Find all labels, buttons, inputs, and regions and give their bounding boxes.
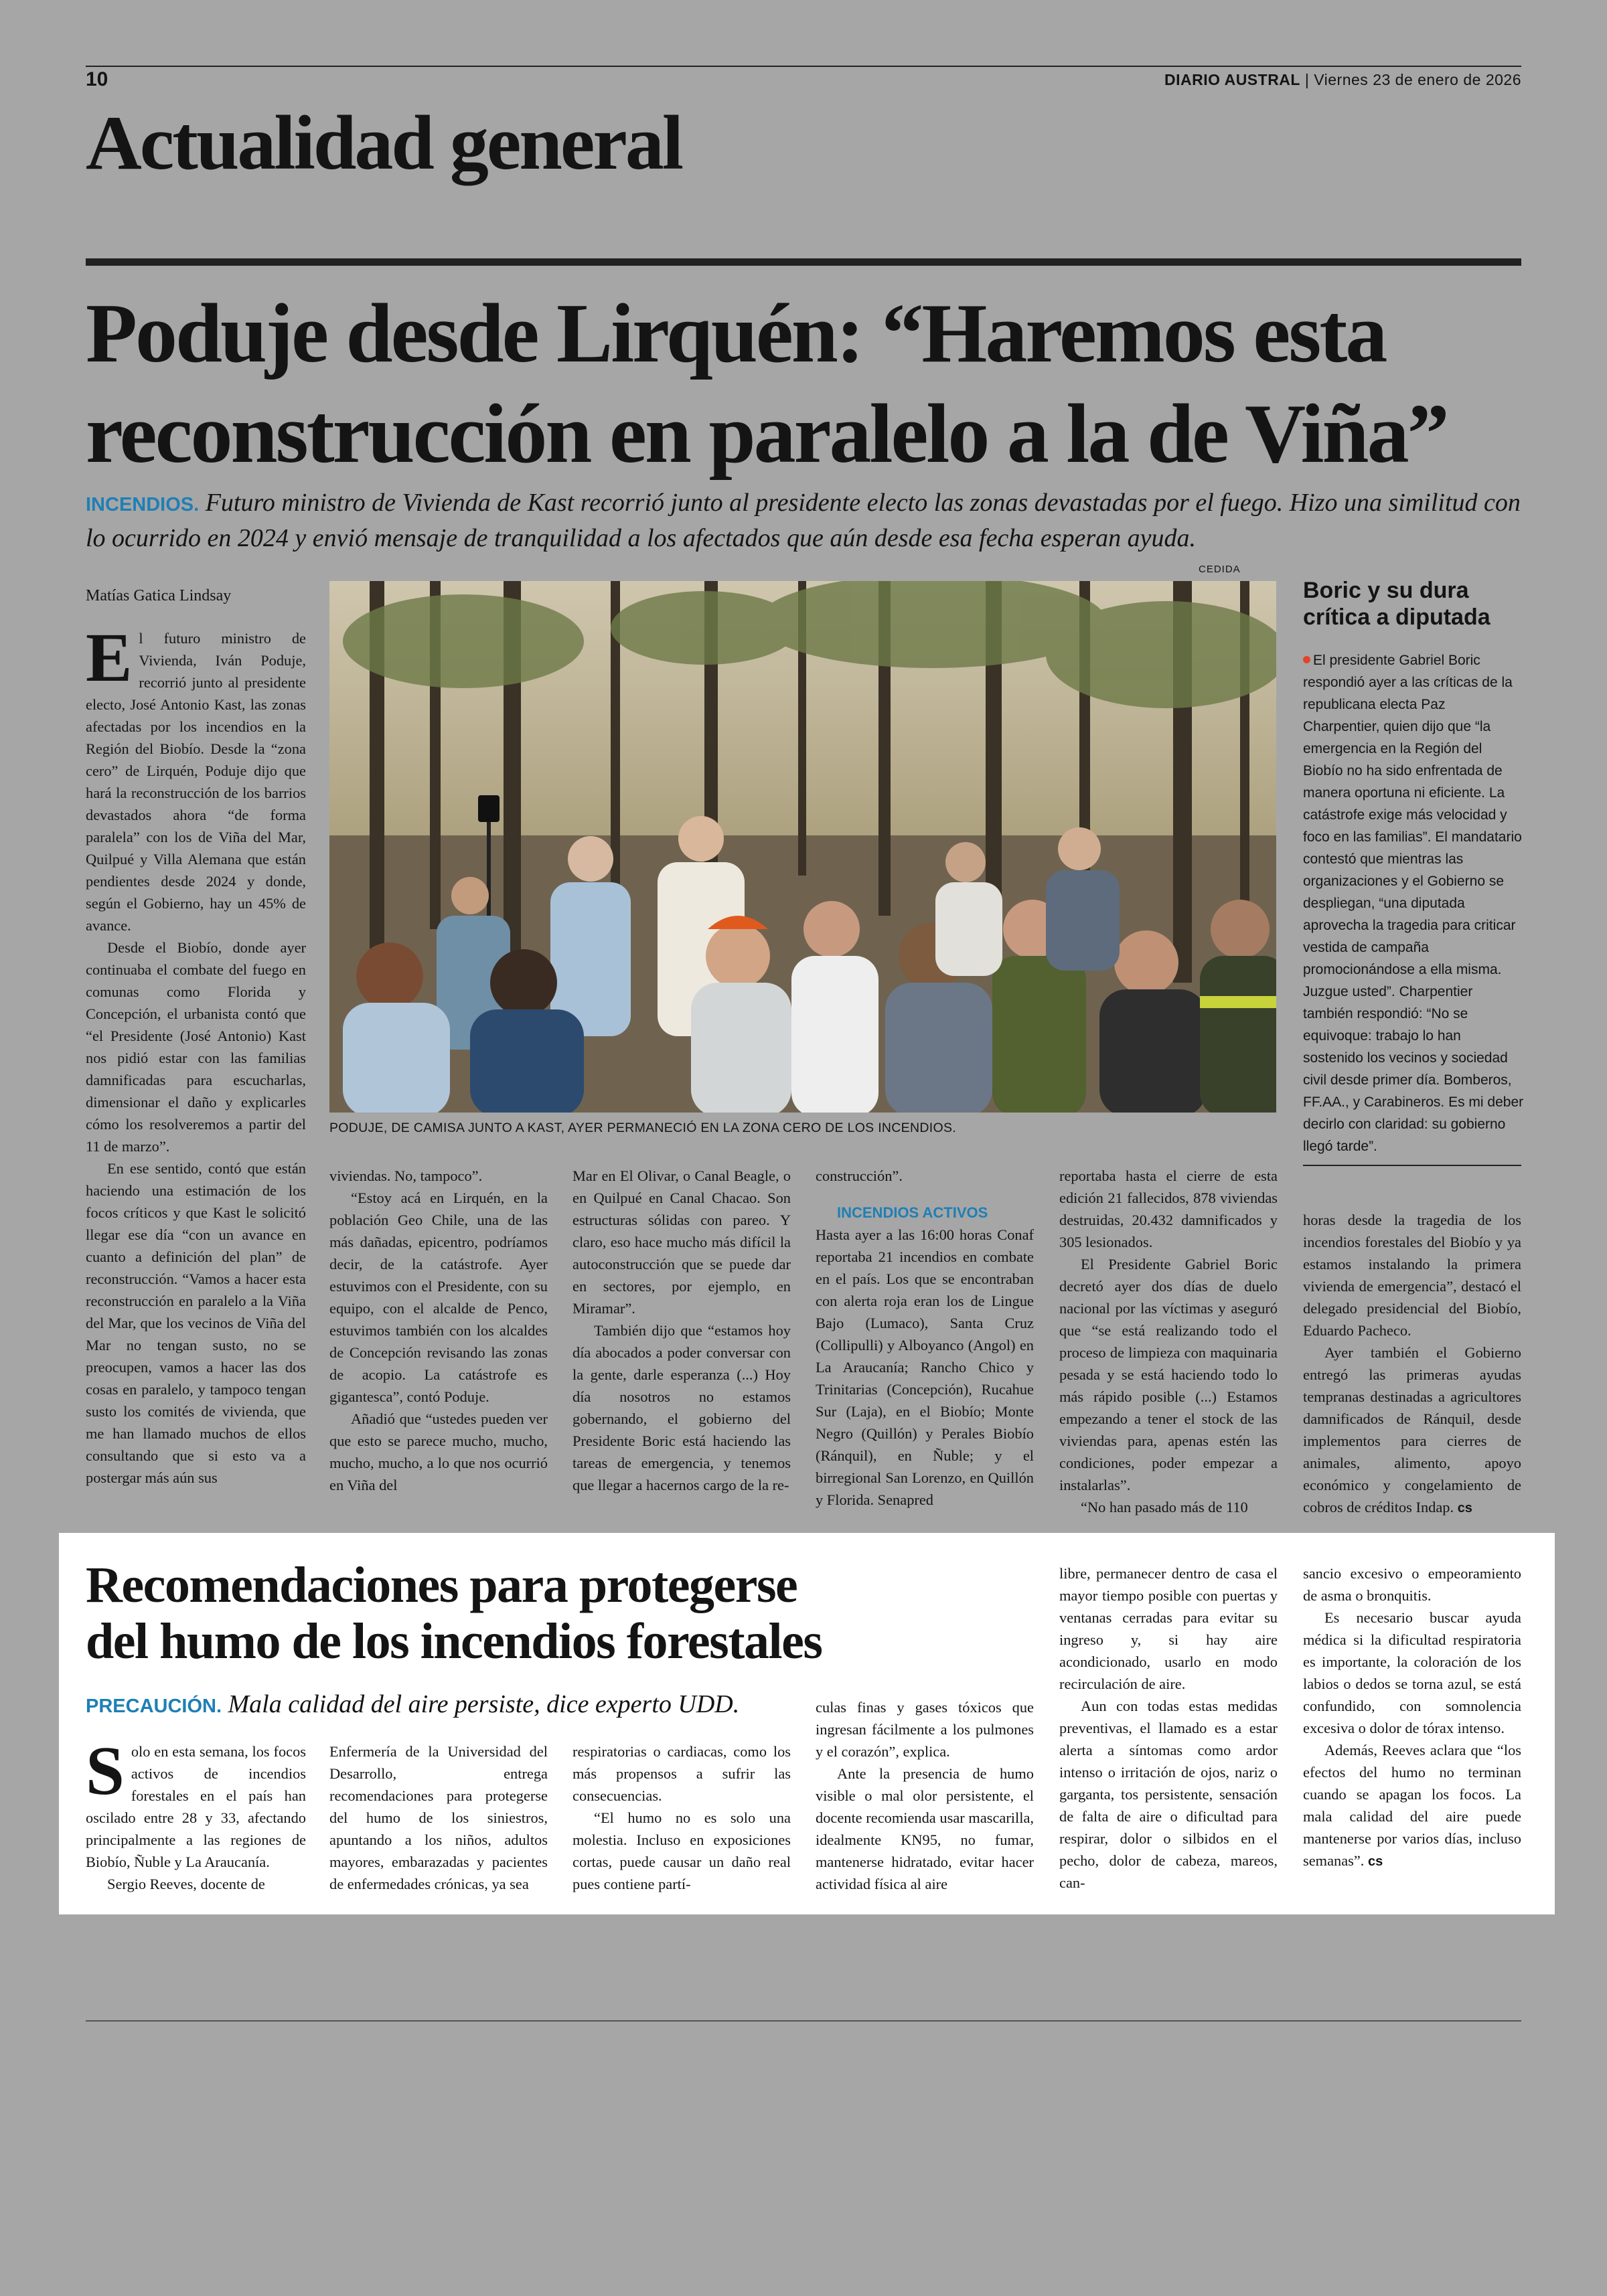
header-rule xyxy=(86,66,1521,67)
main-col4-para2: Hasta ayer a las 16:00 horas Conaf reportaba 21 incendios en combate en el país. Los que se encontraban con alerta roja eran los de Lingue Bajo (Lumaco), Santa Cruz (Collipulli) y Alboyanco (Angol) en La Araucanía; Rancho Chico y Trinitarias (Concepción), Rucahue Sur (Laja), en el Biobío; Monte Negro (Quillón) y Perales Biobío (Ránquil), en Ñuble; y el birregional San Lorenzo, en Quillón y Florida. Senapred xyxy=(816,1226,1034,1508)
main-col1-para3: En ese sentido, contó que están haciendo una estimación de los focos críticos y que Kast le solicitó llegar ese día “con un avance en cuanto a definición del plan” de reconstrucción. “Vamos a hacer esta reconstrucción en paralelo a la Viña del Mar, que los vecinos de Viña del Mar no tengan susto, no se preocupen, vamos a hacer las dos cosas en paralelo, y tampoco tengan susto los comités de vivienda, que me han llamado muchos de ellos consultando que si esto va a postergar más aún sus xyxy=(86,1160,306,1486)
sidebar-bottom-rule xyxy=(1303,1165,1521,1166)
box-kicker: PRECAUCIÓN. xyxy=(86,1696,222,1717)
main-col3-para2: También dijo que “estamos hoy día abocados a poder conversar con la gente, darle esperanza (...) Hoy día nosotros no estamos gobernando, el gobierno del Presidente Boric está haciendo las tareas de emergencia, y tenemos que llegar a hacernos cargo de la re- xyxy=(572,1322,791,1493)
bullet-dot-icon xyxy=(1303,656,1310,663)
box-dropcap: S xyxy=(86,1732,125,1809)
box-col3-para1: respiratorias o cardiacas, como los más propensos a sufrir las consecuencias. xyxy=(572,1743,791,1804)
newspaper-name: DIARIO AUSTRAL xyxy=(1164,71,1300,88)
main-col1-para1: El futuro ministro de Vivienda, Iván Poduje, recorrió junto al presidente electo, José Antonio Kast, las zonas afectadas por los incendios en la Región del Biobío. Desde la “zona cero” de Lirquén, Poduje dijo que hará la reconstrucción de los barrios devastados ahora “de forma paralela” con los de Viña del Mar, Quilpué y Villa Alemana que están pendientes desde 2024 y donde, según el Gobierno, hay un 45% de avance. xyxy=(86,619,306,934)
masthead xyxy=(1164,71,1521,89)
box-col3-para2: “El humo no es solo una molestia. Incluso en exposiciones cortas, puede causar un daño real pues contiene partí- xyxy=(572,1809,791,1892)
main-column-3 xyxy=(572,1165,791,1496)
sidebar-text: El presidente Gabriel Boric respondió ayer a las críticas de la republicana electa Paz Charpentier, quien dijo que “la emergencia en la Región del Biobío no ha sido enfrentada de manera oportuna ni eficiente. La catástrofe exige más velocidad y foco en las familias”. El mandatario contestó que mientras las organizaciones y el Gobierno se despliegan, “una diputada aprovecha la tragedia para criticar vestida de campaña promocionándose a ella misma. Juzgue usted”. Charpentier también respondió: “No se equivoque: trabajo lo han sostenido los vecinos y sociedad civil desde primer día. Bomberos, FF.AA., y Carabineros. Es mi deber decirlo con claridad: su gobierno llegó tarde”. xyxy=(1303,653,1524,1154)
masthead-separator: | xyxy=(1304,71,1314,88)
main-col5-para1: reportaba hasta el cierre de esta edición 21 fallecidos, 878 viviendas destruidas, 20.432 damnificados y 305 lesionados. xyxy=(1059,1167,1278,1250)
main-column-5 xyxy=(1059,1165,1278,1518)
box-headline-line2: del humo de los incendios forestales xyxy=(86,1613,822,1669)
sidebar-title: Boric y su dura crítica a diputada xyxy=(1303,578,1490,630)
main-photo xyxy=(329,581,1276,1113)
main-col5-para2: El Presidente Gabriel Boric decretó ayer dos días de duelo nacional por las víctimas y aseguró que “se está realizando todo el proceso de limpieza con maquinaria pesada y se está haciendo todo lo más rápido posible (...) Estamos empezando a tener el stock de las viviendas para, apenas estén las condiciones, poder empezar a instalarlas”. xyxy=(1059,1256,1278,1493)
main-kicker: INCENDIOS. xyxy=(86,494,200,515)
box-deck-text: Mala calidad del aire persiste, dice experto UDD. xyxy=(228,1690,740,1718)
box-column-3 xyxy=(572,1740,791,1895)
main-col6-para1: horas desde la tragedia de los incendios forestales del Biobío y ya estamos instalando la primera vivienda de emergencia”, destacó el delegado presidencial del Biobío, Eduardo Pacheco. xyxy=(1303,1212,1521,1339)
box-col5-para1: libre, permanecer dentro de casa el mayor tiempo posible con puertas y ventanas cerradas para evitar su ingreso y, si hay aire acondicionado, usarlo en modo recirculación de aire. xyxy=(1059,1565,1278,1692)
issue-date: Viernes 23 de enero de 2026 xyxy=(1314,71,1521,88)
box-end-mark-icon: cs xyxy=(1368,1854,1383,1869)
box-col4-para1: culas finas y gases tóxicos que ingresan fácilmente a los pulmones y el corazón”, explica. xyxy=(816,1699,1034,1760)
main-col2-para1: viviendas. No, tampoco”. xyxy=(329,1167,483,1184)
main-headline xyxy=(86,284,1525,485)
box-col6-para2: Es necesario buscar ayuda médica si la dificultad respiratoria es importante, la coloración de los labios o dedos se torna azul, se está confundido, con somnolencia excesiva o dolor de tórax intenso. xyxy=(1303,1609,1521,1736)
box-column-2 xyxy=(329,1740,548,1895)
main-deck-text: Futuro ministro de Vivienda de Kast recorrió junto al presidente electo las zonas devastadas por el fuego. Hizo una similitud con lo ocurrido en 2024 y envió mensaje de tranquilidad a los afectados que aún desde esa fecha esperan ayuda. xyxy=(86,489,1521,552)
page-number: 10 xyxy=(86,68,108,90)
main-headline-line1: Poduje desde Lirquén: “Haremos esta xyxy=(86,287,1386,380)
box-col1-para1: Solo en esta semana, los focos activos de incendios forestales en el país han oscilado entre 28 y 33, afectando principalmente a las regiones de Biobío, Ñuble y La Araucanía. xyxy=(86,1732,306,1870)
photo-credit: CEDIDA xyxy=(1199,564,1241,575)
incendios-activos-subhead: INCENDIOS ACTIVOS xyxy=(837,1204,988,1221)
main-col5-para3: “No han pasado más de 110 xyxy=(1081,1499,1248,1515)
footer-rule xyxy=(86,2020,1521,2022)
box-column-6 xyxy=(1303,1562,1521,1873)
box-col2-para1: Enfermería de la Universidad del Desarrollo, entrega recomendaciones para protegerse del humo de los siniestros, apuntando a los niños, adultos mayores, embarazadas y pacientes de enfermedades crónicas, ya sea xyxy=(329,1743,548,1892)
box-col4-para2: Ante la presencia de humo visible o mal olor persistente, el docente recomienda usar mascarilla, idealmente KN95, no fumar, mantenerse hidratado, evitar hacer actividad física al aire xyxy=(816,1765,1034,1892)
end-mark-icon: cs xyxy=(1457,1501,1472,1515)
box-col6-para3: Además, Reeves aclara que “los efectos del humo no terminan cuando se apagan los focos. La mala calidad del aire puede mantenerse por varios días, incluso semanas”. cs xyxy=(1303,1742,1521,1869)
main-deck xyxy=(86,486,1525,555)
main-column-1 xyxy=(86,585,306,1489)
main-col2-para2: “Estoy acá en Lirquén, en la población Geo Chile, una de las más dañadas, epicentro, podríamos decir, de la catástrofe. Ayer estuvimos con el Presidente, con su equipo, con el alcalde de Penco, estuvimos también con los alcaldes de Concepción revisando las zonas de acopio. La catástrofe es gigantesca”, contó Poduje. xyxy=(329,1190,548,1405)
box-deck xyxy=(86,1690,739,1719)
box-column-4 xyxy=(816,1696,1034,1895)
photo-caption: PODUJE, DE CAMISA JUNTO A KAST, AYER PERMANECIÓ EN LA ZONA CERO DE LOS INCENDIOS. xyxy=(329,1121,956,1135)
main-column-4 xyxy=(816,1165,1034,1511)
main-column-2 xyxy=(329,1165,548,1496)
box-col1-para2: Sergio Reeves, docente de xyxy=(107,1876,265,1892)
box-col6-para1: sancio excesivo o empeoramiento de asma o bronquitis. xyxy=(1303,1565,1521,1604)
main-col3-para1: Mar en El Olivar, o Canal Beagle, o en Quilpué en Canal Chacao. Son estructuras sólidas con pareo. Y claro, eso hace mucho más difícil la autoconstrucción que se puede dar en sectores, por ejemplo, en Miramar”. xyxy=(572,1167,791,1317)
main-headline-line2: reconstrucción en paralelo a la de Viña” xyxy=(86,388,1448,481)
main-col2-para3: Añadió que “ustedes pueden ver que esto se parece mucho, mucho, mucho, mucho, a lo que nos ocurrió en Viña del xyxy=(329,1410,548,1493)
box-col5-para2: Aun con todas estas medidas preventivas, el llamado es a estar alerta a síntomas como ardor intenso o irritación de ojos, nariz o garganta, tos persistente, sensación de falta de aire o dificultad para respirar, dolor o silbidos en el pecho, dolor de cabeza, mareos, can- xyxy=(1059,1698,1278,1891)
box-headline xyxy=(86,1557,1010,1669)
sidebar-body xyxy=(1303,649,1524,1157)
photo-illustration xyxy=(329,581,1276,1113)
main-dropcap: E xyxy=(86,619,133,696)
box-headline-line1: Recomendaciones para protegerse xyxy=(86,1557,797,1613)
box-column-1 xyxy=(86,1732,306,1895)
headline-top-rule xyxy=(86,258,1521,266)
byline: Matías Gatica Lindsay xyxy=(86,587,232,604)
main-col1-para2: Desde el Biobío, donde ayer continuaba el combate del fuego en comunas como Florida y Concepción, el urbanista contó que “el Presidente (José Antonio) Kast nos pidió estar con las familias damnificadas para escucharlas, dimensionar el daño y explicarles cómo los resolveremos a partir del 11 de marzo”. xyxy=(86,939,306,1155)
box-column-5 xyxy=(1059,1562,1278,1894)
section-title: Actualidad general xyxy=(86,100,682,186)
main-col4-para1: construcción”. xyxy=(816,1167,903,1184)
main-column-6 xyxy=(1303,1209,1521,1520)
main-col6-para2: Ayer también el Gobierno entregó las primeras ayudas tempranas destinadas a agricultores damnificados de Ránquil, desde implementos para cierres de animales, alimento, apoyo económico y congelamiento de cobros de créditos Indap. cs xyxy=(1303,1344,1521,1515)
